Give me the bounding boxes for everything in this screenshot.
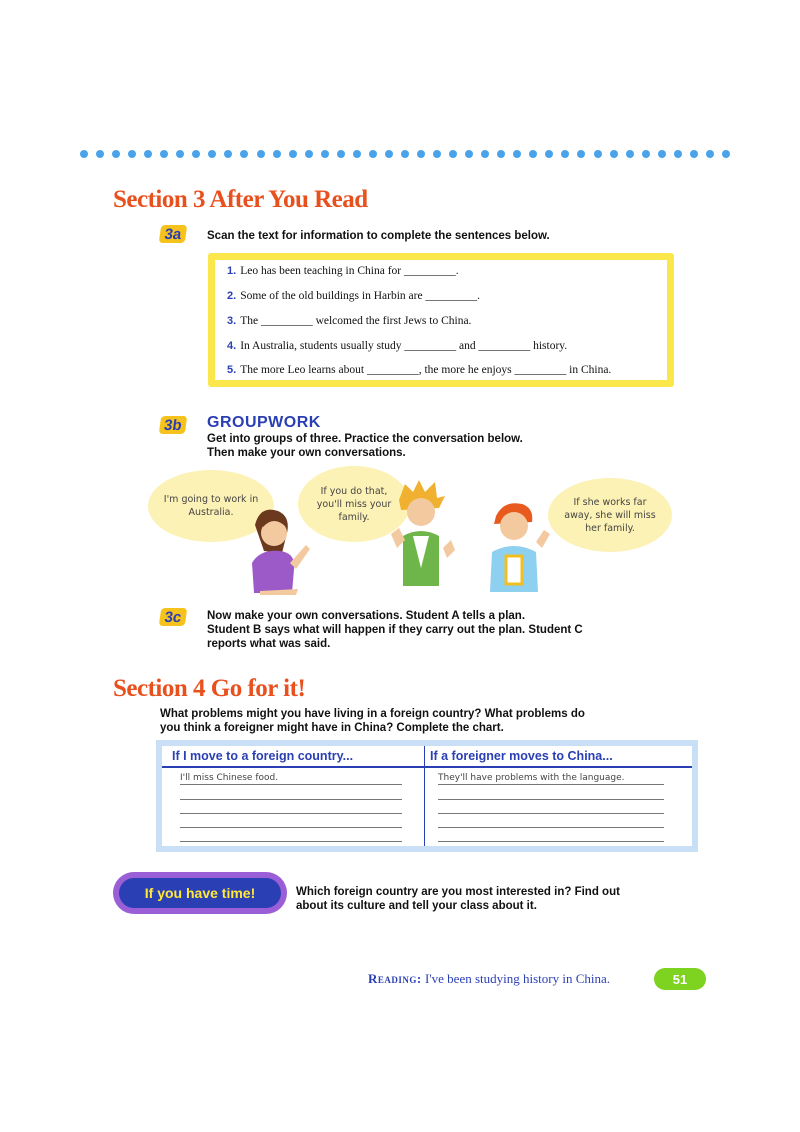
divider-dot <box>305 150 313 158</box>
divider-dot <box>465 150 473 158</box>
chart-col2-header: If a foreigner moves to China... <box>430 749 613 763</box>
divider-dot <box>722 150 730 158</box>
speech-bubble-3: If she works far away, she will miss her family. <box>548 478 672 552</box>
divider-dot <box>96 150 104 158</box>
answer-line[interactable] <box>180 813 402 814</box>
if-you-have-time-label: If you have time! <box>119 878 281 908</box>
divider-dot <box>257 150 265 158</box>
answer-line[interactable] <box>438 799 664 800</box>
divider-dot <box>160 150 168 158</box>
divider-dot <box>176 150 184 158</box>
page-number-badge: 51 <box>654 968 706 990</box>
answer-line[interactable] <box>180 784 402 785</box>
footer-title <box>368 971 610 987</box>
divider-dot <box>497 150 505 158</box>
divider-dot <box>337 150 345 158</box>
divider-dot <box>385 150 393 158</box>
divider-dot <box>128 150 136 158</box>
footer-reading-label: Reading: <box>368 971 422 986</box>
instruction-3c-line1: Now make your own conversations. Student A tells a plan. <box>207 610 526 622</box>
chart-col1-header: If I move to a foreign country... <box>172 749 354 763</box>
sentence-box-3a <box>208 253 674 387</box>
divider-dot <box>80 150 88 158</box>
instruction-4-line2: you think a foreigner might have in China? Complete the chart. <box>160 722 504 734</box>
speech-bubble-1: I'm going to work in Australia. <box>148 470 274 542</box>
divider-dot <box>289 150 297 158</box>
divider-dot <box>192 150 200 158</box>
divider-dot <box>610 150 618 158</box>
speech-bubble-2: If you do that, you'll miss your family. <box>298 466 410 542</box>
sentence-5: 5. The more Leo learns about _________, the more he enjoys _________ in China. <box>227 364 612 376</box>
divider-dot <box>594 150 602 158</box>
answer-line[interactable] <box>180 827 402 828</box>
answer-line[interactable] <box>438 784 664 785</box>
section3-title: Section 3 After You Read <box>113 186 368 213</box>
section4-title: Section 4 Go for it! <box>113 675 306 702</box>
groupwork-heading: GROUPWORK <box>207 414 321 431</box>
sentence-4: 4. In Australia, students usually study _________ and _________ history. <box>227 340 568 352</box>
boy-blond-illustration <box>385 478 455 590</box>
chart-column-divider <box>424 746 425 846</box>
extension-text-line1: Which foreign country are you most interested in? Find out <box>296 886 620 898</box>
sentence-3: 3. The _________ welcomed the first Jews to China. <box>227 315 472 327</box>
divider-dot <box>545 150 553 158</box>
divider-dot <box>417 150 425 158</box>
sentence-2: 2. Some of the old buildings in Harbin are _________. <box>227 290 481 302</box>
chart-header-rule <box>162 766 692 768</box>
divider-dot <box>706 150 714 158</box>
instruction-3a: Scan the text for information to complete the sentences below. <box>207 230 550 242</box>
dotted-divider <box>80 150 730 162</box>
divider-dot <box>353 150 361 158</box>
instruction-3c-line2: Student B says what will happen if they carry out the plan. Student C <box>207 624 583 636</box>
chart-col2-example: They'll have problems with the language. <box>438 773 625 783</box>
divider-dot <box>642 150 650 158</box>
answer-line[interactable] <box>180 799 402 800</box>
divider-dot <box>401 150 409 158</box>
instruction-3c-line3: reports what was said. <box>207 638 331 650</box>
sentence-1: 1. Leo has been teaching in China for _________. <box>227 265 459 277</box>
divider-dot <box>674 150 682 158</box>
divider-dot <box>529 150 537 158</box>
divider-dot <box>481 150 489 158</box>
chart-col1-example: I'll miss Chinese food. <box>180 773 279 783</box>
badge-3b: 3b <box>159 416 188 434</box>
divider-dot <box>112 150 120 158</box>
instruction-4-line1: What problems might you have living in a foreign country? What problems do <box>160 708 585 720</box>
divider-dot <box>449 150 457 158</box>
divider-dot <box>513 150 521 158</box>
problems-chart <box>156 740 698 852</box>
divider-dot <box>273 150 281 158</box>
extension-text-line2: about its culture and tell your class about it. <box>296 900 537 912</box>
answer-line[interactable] <box>438 841 664 842</box>
divider-dot <box>369 150 377 158</box>
boy-redhead-illustration <box>480 500 552 592</box>
divider-dot <box>626 150 634 158</box>
instruction-3b-line1: Get into groups of three. Practice the conversation below. <box>207 433 523 445</box>
divider-dot <box>144 150 152 158</box>
badge-3c: 3c <box>159 608 188 626</box>
footer-lesson-title: I've been studying history in China. <box>424 971 611 986</box>
divider-dot <box>658 150 666 158</box>
badge-3a: 3a <box>159 225 188 243</box>
answer-line[interactable] <box>180 841 402 842</box>
divider-dot <box>224 150 232 158</box>
instruction-3b-line2: Then make your own conversations. <box>207 447 406 459</box>
if-you-have-time-badge <box>113 872 287 914</box>
divider-dot <box>577 150 585 158</box>
answer-line[interactable] <box>438 813 664 814</box>
divider-dot <box>321 150 329 158</box>
divider-dot <box>240 150 248 158</box>
girl-illustration <box>230 505 330 595</box>
divider-dot <box>561 150 569 158</box>
answer-line[interactable] <box>438 827 664 828</box>
divider-dot <box>690 150 698 158</box>
divider-dot <box>433 150 441 158</box>
divider-dot <box>208 150 216 158</box>
